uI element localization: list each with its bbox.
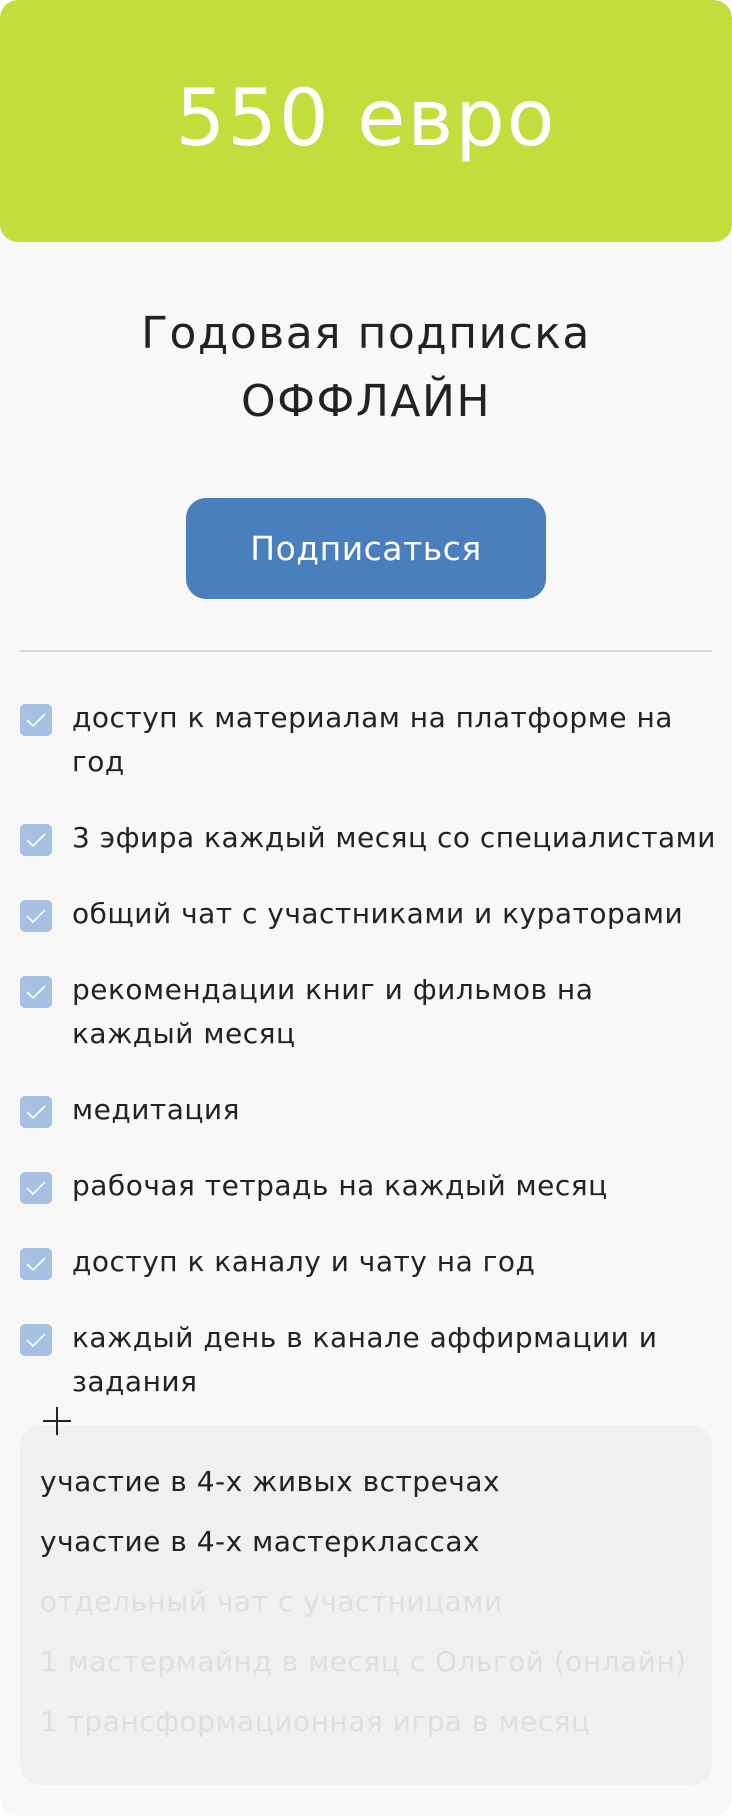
plan-title-line-2: ОФФЛАЙН bbox=[240, 376, 492, 427]
feature-text: доступ к каналу и чату на год bbox=[72, 1245, 536, 1278]
feature-text: общий чат с участниками и кураторами bbox=[72, 897, 684, 930]
feature-text: медитация bbox=[72, 1093, 240, 1126]
feature-item bbox=[20, 696, 720, 784]
subscribe-button-label: Подписаться bbox=[250, 529, 482, 568]
feature-item bbox=[20, 892, 720, 936]
price-label: 550 евро bbox=[175, 74, 557, 164]
plan-title-line-1: Годовая подписка bbox=[141, 308, 591, 359]
extras-item-faded: отдельный чат с участницами bbox=[40, 1585, 503, 1618]
extras-item: участие в 4-х мастерклассах bbox=[40, 1525, 481, 1558]
extras-item-faded: 1 трансформационная игра в месяц bbox=[40, 1705, 591, 1738]
checkbox-checked-icon bbox=[20, 824, 52, 856]
divider bbox=[20, 650, 712, 652]
feature-item bbox=[20, 1164, 720, 1208]
checkbox-checked-icon bbox=[20, 900, 52, 932]
checkbox-checked-icon bbox=[20, 1248, 52, 1280]
extras-item-faded: 1 мастермайнд в месяц с Ольгой (онлайн) bbox=[40, 1645, 687, 1678]
price-header bbox=[0, 0, 732, 242]
checkbox-checked-icon bbox=[20, 976, 52, 1008]
checkbox-checked-icon bbox=[20, 1324, 52, 1356]
subscribe-button[interactable] bbox=[186, 498, 546, 599]
feature-item bbox=[20, 816, 720, 860]
checkbox-checked-icon bbox=[20, 1172, 52, 1204]
feature-text: рабочая тетрадь на каждый месяц bbox=[72, 1169, 608, 1202]
extras-item: участие в 4-х живых встречах bbox=[40, 1465, 501, 1498]
feature-list bbox=[20, 696, 720, 1436]
feature-text: каждый день в канале аффирмации и задания bbox=[72, 1321, 658, 1398]
plus-icon bbox=[40, 1404, 74, 1438]
checkbox-checked-icon bbox=[20, 704, 52, 736]
feature-item bbox=[20, 968, 720, 1056]
feature-item bbox=[20, 1240, 720, 1284]
feature-text: рекомендации книг и фильмов на каждый месяц bbox=[72, 973, 594, 1050]
feature-item bbox=[20, 1088, 720, 1132]
feature-text: 3 эфира каждый месяц со специалистами bbox=[72, 821, 717, 854]
checkbox-checked-icon bbox=[20, 1096, 52, 1128]
feature-text: доступ к материалам на платформе на год bbox=[72, 701, 673, 778]
feature-item bbox=[20, 1316, 720, 1404]
plan-title bbox=[0, 300, 732, 436]
extras-list bbox=[40, 1452, 710, 1752]
